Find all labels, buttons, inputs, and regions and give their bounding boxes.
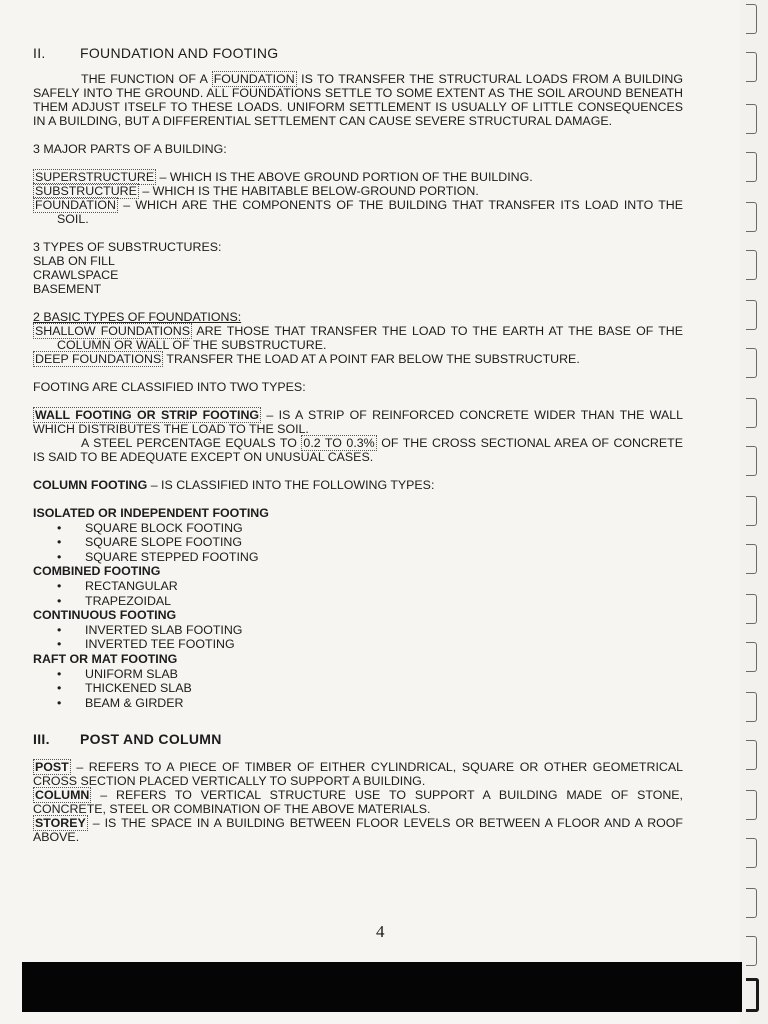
- definition-term: POST: [35, 760, 69, 775]
- binding-ring: [746, 52, 757, 82]
- footing-category: COMBINED FOOTING: [33, 564, 161, 579]
- intro-text-start: THE FUNCTION OF A: [81, 72, 212, 86]
- spiral-binding: [742, 0, 768, 1024]
- definition-term: STOREY: [35, 816, 86, 831]
- binding-ring: [746, 790, 757, 820]
- part-definition: – WHICH IS THE ABOVE GROUND PORTION OF THE BUILDING.: [156, 170, 533, 184]
- binding-ring: [746, 398, 757, 428]
- list-item: • BEAM & GIRDER: [85, 696, 683, 711]
- column-footing-definition: – IS CLASSIFIED INTO THE FOLLOWING TYPES:: [147, 478, 435, 492]
- part-definition: – WHICH ARE THE COMPONENTS OF THE BUILDING THAT TRANSFER ITS LOAD INTO THE SOIL.: [57, 198, 683, 226]
- footing-list: [33, 579, 683, 608]
- binding-ring: [746, 496, 757, 526]
- intro-paragraph: [33, 72, 683, 128]
- post-definition: [33, 760, 683, 788]
- footing-list: [33, 667, 683, 711]
- list-item: • INVERTED TEE FOOTING: [85, 637, 683, 652]
- binding-ring: [746, 202, 757, 232]
- substructure-item: CRAWLSPACE: [33, 268, 119, 282]
- section-number: II.: [33, 45, 46, 61]
- list-item: • SQUARE BLOCK FOOTING: [85, 521, 683, 536]
- footing-list: [33, 623, 683, 652]
- list-item: • THICKENED SLAB: [85, 681, 683, 696]
- part-substructure: [33, 184, 683, 198]
- deep-foundations: [33, 352, 683, 366]
- list-item: • TRAPEZOIDAL: [85, 594, 683, 609]
- foundation-types-heading: 2 BASIC TYPES OF FOUNDATIONS:: [33, 310, 242, 324]
- scan-bottom-band: [22, 962, 742, 1012]
- definition-text: – REFERS TO VERTICAL STRUCTURE USE TO SUPPORT A BUILDING MADE OF STONE, CONCRETE, STEEL OR COMBINATION OF THE ABOVE MATERIALS.: [33, 788, 683, 817]
- column-definition: [33, 788, 683, 816]
- binding-ring: [746, 348, 757, 378]
- wall-footing-paragraph: [33, 408, 683, 436]
- binding-ring: [746, 544, 757, 574]
- binding-ring: [746, 740, 757, 770]
- foundation-type-definition: TRANSFER THE LOAD AT A POINT FAR BELOW THE SUBSTRUCTURE.: [163, 352, 580, 366]
- column-footing-term: COLUMN FOOTING: [33, 478, 148, 492]
- part-term: SUBSTRUCTURE: [35, 184, 137, 198]
- binding-ring: [746, 838, 757, 868]
- part-term: SUPERSTRUCTURE: [35, 170, 155, 184]
- list-item: • SQUARE STEPPED FOOTING: [85, 550, 683, 565]
- section-heading-post-column: [33, 732, 683, 746]
- definition-text: – REFERS TO A PIECE OF TIMBER OF EITHER CYLINDRICAL, SQUARE OR OTHER GEOMETRICAL CROSS SECTION PLACED VERTICALLY TO SUPPORT A BUILDING.: [33, 760, 683, 789]
- binding-ring: [746, 4, 757, 34]
- substructure-item: BASEMENT: [33, 282, 102, 296]
- list-item: • RECTANGULAR: [85, 579, 683, 594]
- binding-ring: [746, 152, 757, 182]
- section-title: FOUNDATION AND FOOTING: [80, 45, 279, 61]
- foundation-type-definition: ARE THOSE THAT TRANSFER THE LOAD TO THE EARTH AT THE BASE OF THE COLUMN OR WALL OF THE SUBSTRUCTURE.: [57, 324, 684, 352]
- wall-footing-term: WALL FOOTING OR STRIP FOOTING: [35, 408, 260, 422]
- binding-ring: [746, 642, 757, 672]
- binding-ring: [746, 446, 757, 476]
- footing-classified-heading: FOOTING ARE CLASSIFIED INTO TWO TYPES:: [33, 380, 306, 394]
- definition-text: – IS THE SPACE IN A BUILDING BETWEEN FLOOR LEVELS OR BETWEEN A FLOOR AND A ROOF ABOVE.: [33, 816, 683, 845]
- list-item: • SQUARE SLOPE FOOTING: [85, 535, 683, 550]
- page-content: [33, 46, 683, 844]
- foundation-type-term: DEEP FOUNDATIONS: [35, 352, 162, 366]
- binding-ring: [746, 692, 757, 722]
- section-heading-foundation: [33, 46, 683, 60]
- part-term: FOUNDATION: [35, 198, 116, 212]
- column-footing-paragraph: [33, 478, 683, 492]
- steel-percentage-paragraph: [33, 436, 683, 464]
- list-item: • INVERTED SLAB FOOTING: [85, 623, 683, 638]
- steel-text-end: OF THE CROSS SECTIONAL AREA OF CONCRETE IS SAID TO BE ADEQUATE EXCEPT ON UNUSUAL CASES.: [33, 436, 683, 464]
- definition-term: COLUMN: [35, 788, 90, 803]
- foundation-type-term: SHALLOW FOUNDATIONS: [35, 324, 190, 338]
- substructure-item: SLAB ON FILL: [33, 254, 115, 268]
- footing-list: [33, 521, 683, 565]
- parts-heading: 3 MAJOR PARTS OF A BUILDING:: [33, 142, 227, 156]
- page-number: 4: [376, 922, 385, 941]
- shallow-foundations: [33, 324, 683, 352]
- section-number: III.: [33, 731, 50, 748]
- binding-ring: [746, 978, 759, 1012]
- binding-ring: [746, 250, 757, 280]
- part-foundation: [33, 198, 683, 226]
- foundation-term: FOUNDATION: [213, 72, 295, 86]
- storey-definition: [33, 816, 683, 844]
- binding-ring: [746, 300, 757, 330]
- binding-ring: [746, 594, 757, 624]
- footing-category: RAFT OR MAT FOOTING: [33, 651, 178, 666]
- binding-ring: [746, 936, 757, 966]
- footing-category: CONTINUOUS FOOTING: [33, 608, 177, 623]
- part-definition: – WHICH IS THE HABITABLE BELOW-GROUND PORTION.: [138, 184, 479, 198]
- part-superstructure: [33, 170, 683, 184]
- substructures-heading: 3 TYPES OF SUBSTRUCTURES:: [33, 240, 222, 254]
- list-item: • UNIFORM SLAB: [85, 667, 683, 682]
- binding-ring: [746, 888, 757, 918]
- steel-percentage-value: 0.2 TO 0.3%: [303, 436, 375, 450]
- binding-ring: [746, 104, 757, 134]
- steel-text-start: A STEEL PERCENTAGE EQUALS TO: [81, 436, 302, 450]
- section-title: POST AND COLUMN: [80, 731, 222, 748]
- intro-text-end: IS TO TRANSFER THE STRUCTURAL LOADS FROM A BUILDING SAFELY INTO THE GROUND. ALL FOUNDATIONS SETTLE TO SOME EXTENT AS THE SOIL AROUND BENEATH THEM ADJUST ITSELF TO THESE LOADS. UNIFORM SETTLEMENT IS USUALLY OF LITTLE CONSEQUENCES IN A BUILDING, BUT A DIFFERENTIAL SETTLEMENT CAN CAUSE SEVERE STRUCTURAL DAMAGE.: [33, 72, 684, 128]
- wall-footing-definition: – IS A STRIP OF REINFORCED CONCRETE WIDER THAN THE WALL WHICH DISTRIBUTES THE LOAD TO THE SOIL.: [33, 408, 683, 436]
- footing-category: ISOLATED OR INDEPENDENT FOOTING: [33, 506, 269, 520]
